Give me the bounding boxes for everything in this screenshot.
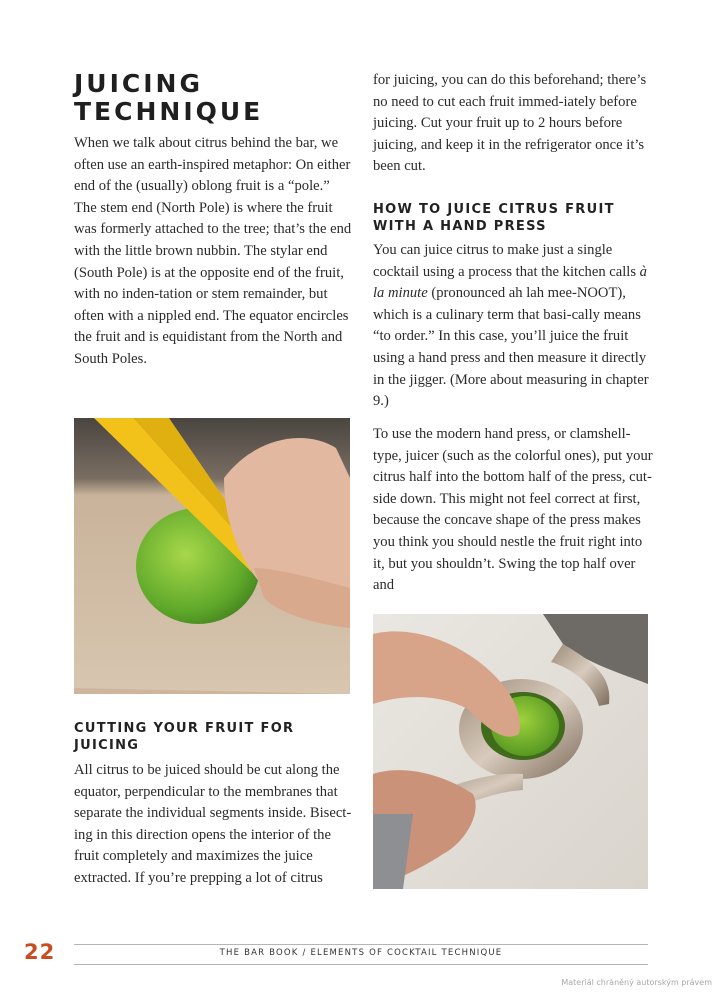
heading-cutting: CUTTING YOUR FRUIT FOR JUICING <box>74 721 295 753</box>
cutting-paragraph: All citrus to be juiced should be cut along the equator, perpendicular to the membranes that separate the individual segments inside. Bisect-ing in this direction opens the interior of the fruit completely and maximizes the juice extracted. If you’re prepping a lot of citrus <box>74 762 352 886</box>
press-paragraph-1: You can juice citrus to make just a single cocktail using a process that the kitchen calls à la minute (pronounced ah lah mee-NOOT), which is a culinary term that basi-cally means “to order.” In this case, you’ll juice the fruit using a hand press and then measure it directly in the jigger. (More about measuring in chapter 9.) <box>373 242 649 410</box>
intro-paragraph: When we talk about citrus behind the bar, we often use an earth-inspired metaphor: On either end of the (usually) oblong fruit is a “pole.” The stem end (North Pole) is where the fruit was formerly attached to the tree; that’s the end with the little brown nubbin. The stylar end (South Pole) is at the opposite end of the fruit, with no inden-tation or stem remainder, but often with a nippled end. The equator encircles the fruit and is equidistant from the North and South Poles. <box>74 135 352 367</box>
running-head: THE BAR BOOK / ELEMENTS OF COCKTAIL TECHNIQUE <box>219 948 503 958</box>
page-title: JUICING TECHNIQUE <box>74 69 264 126</box>
press-paragraph-2: To use the modern hand press, or clamshell-type, juicer (such as the colorful ones), put your citrus half into the bottom half of the press, cut-side down. This might not feel correct at first, because the concave shape of the press makes you think you should nestle the fruit right into it, but you shouldn’t. Swing the top half over and <box>373 426 653 594</box>
footer-rule-top <box>74 944 648 945</box>
page-number: 22 <box>24 940 56 964</box>
photo-cutting-lime <box>74 418 350 694</box>
continuation-paragraph: for juicing, you can do this beforehand; there’s no need to cut each fruit immed-iately before juicing. Cut your fruit up to 2 hours before juicing, and keep it in the refrigerator once it’s been cut. <box>373 72 647 175</box>
heading-hand-press: HOW TO JUICE CITRUS FRUIT WITH A HAND PRESS <box>373 202 615 234</box>
photo-hand-press <box>373 614 648 889</box>
footer-rule-bottom <box>74 964 648 965</box>
copyright-watermark: Materiál chráněný autorským právem <box>561 978 712 987</box>
